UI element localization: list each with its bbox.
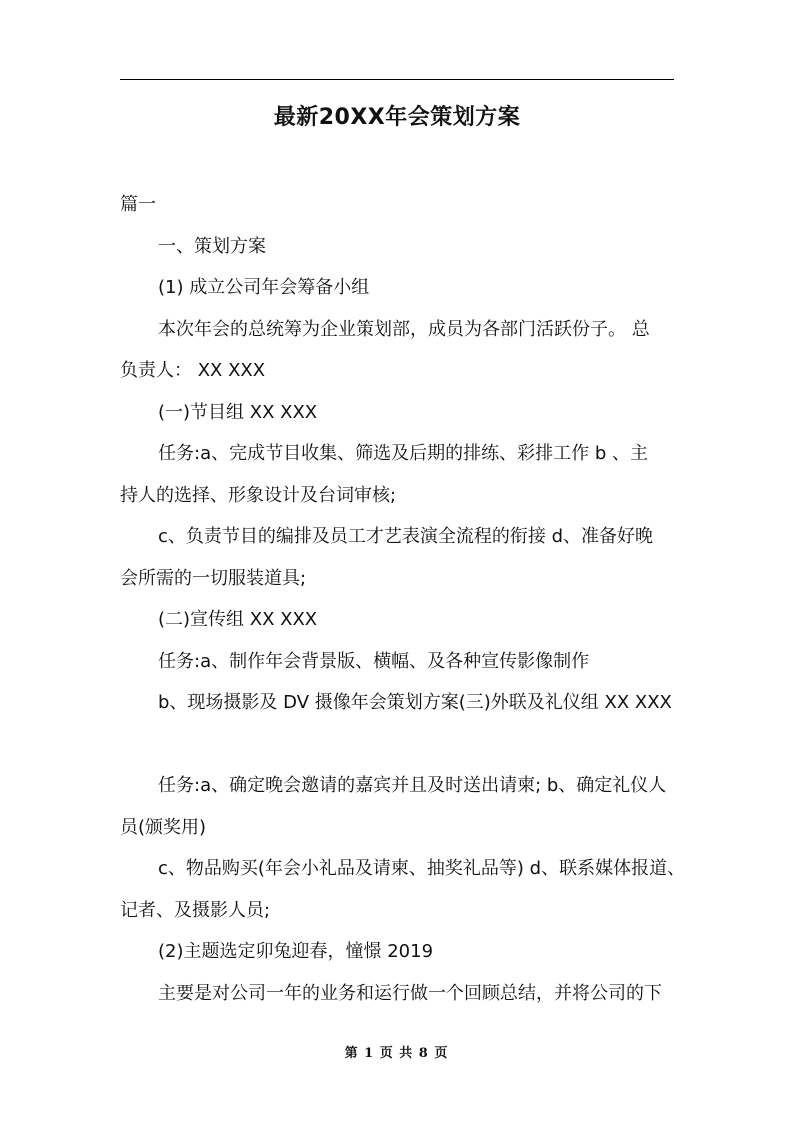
liaison-tasks-line1: 任务:a、确定晚会邀请的嘉宾并且及时送出请柬; b、确定礼仪人	[158, 775, 667, 796]
liaison-tasks-line4: 记者、及摄影人员;	[120, 899, 271, 921]
liaison-tasks-line2: 员(颁奖用)	[120, 816, 207, 838]
publicity-group: (二)宣传组 XX XXX	[158, 609, 318, 630]
document-title: 最新20XX年会策划方案	[273, 105, 521, 130]
publicity-tasks-line1: 任务:a、制作年会背景版、横幅、及各种宣传影像制作	[158, 650, 590, 672]
program-tasks-line3: c、负责节目的编排及员工才艺表演全流程的衔接 d、准备好晚	[158, 526, 654, 547]
program-tasks-line4: 会所需的一切服装道具;	[120, 567, 307, 589]
document-body	[120, 184, 686, 1014]
header-rule	[120, 79, 674, 80]
program-tasks-line1: 任务:a、完成节目收集、筛选及后期的排练、彩排工作 b 、主	[158, 443, 648, 464]
publicity-tasks-line2: b、现场摄影及 DV 摄像年会策划方案(三)外联及礼仪组 XX XXX	[158, 692, 672, 713]
theme-heading: (2)主题选定卯兔迎春，憧憬 2019	[158, 941, 434, 962]
liaison-tasks-line3: c、物品购买(年会小礼品及请柬、抽奖礼品等) d、联系媒体报道、	[158, 858, 686, 879]
program-tasks-line2: 持人的选择、形象设计及台词审核;	[120, 484, 397, 506]
section-label: 篇一	[120, 194, 156, 215]
program-group: (一)节目组 XX XXX	[158, 401, 318, 423]
paragraph-overall-line1: 本次年会的总统筹为企业策划部，成员为各部门活跃份子。 总	[158, 318, 650, 340]
paragraph-gap	[120, 724, 674, 766]
page-footer: 第 1 页 共 8 页	[344, 1046, 449, 1061]
heading-plan: 一、策划方案	[158, 235, 266, 257]
theme-paragraph: 主要是对公司一年的业务和运行做一个回顾总结，并将公司的下	[158, 982, 662, 1004]
paragraph-overall-line2: 负责人： XX XXX	[120, 360, 266, 381]
subheading-committee: (1) 成立公司年会筹备小组	[158, 277, 370, 298]
